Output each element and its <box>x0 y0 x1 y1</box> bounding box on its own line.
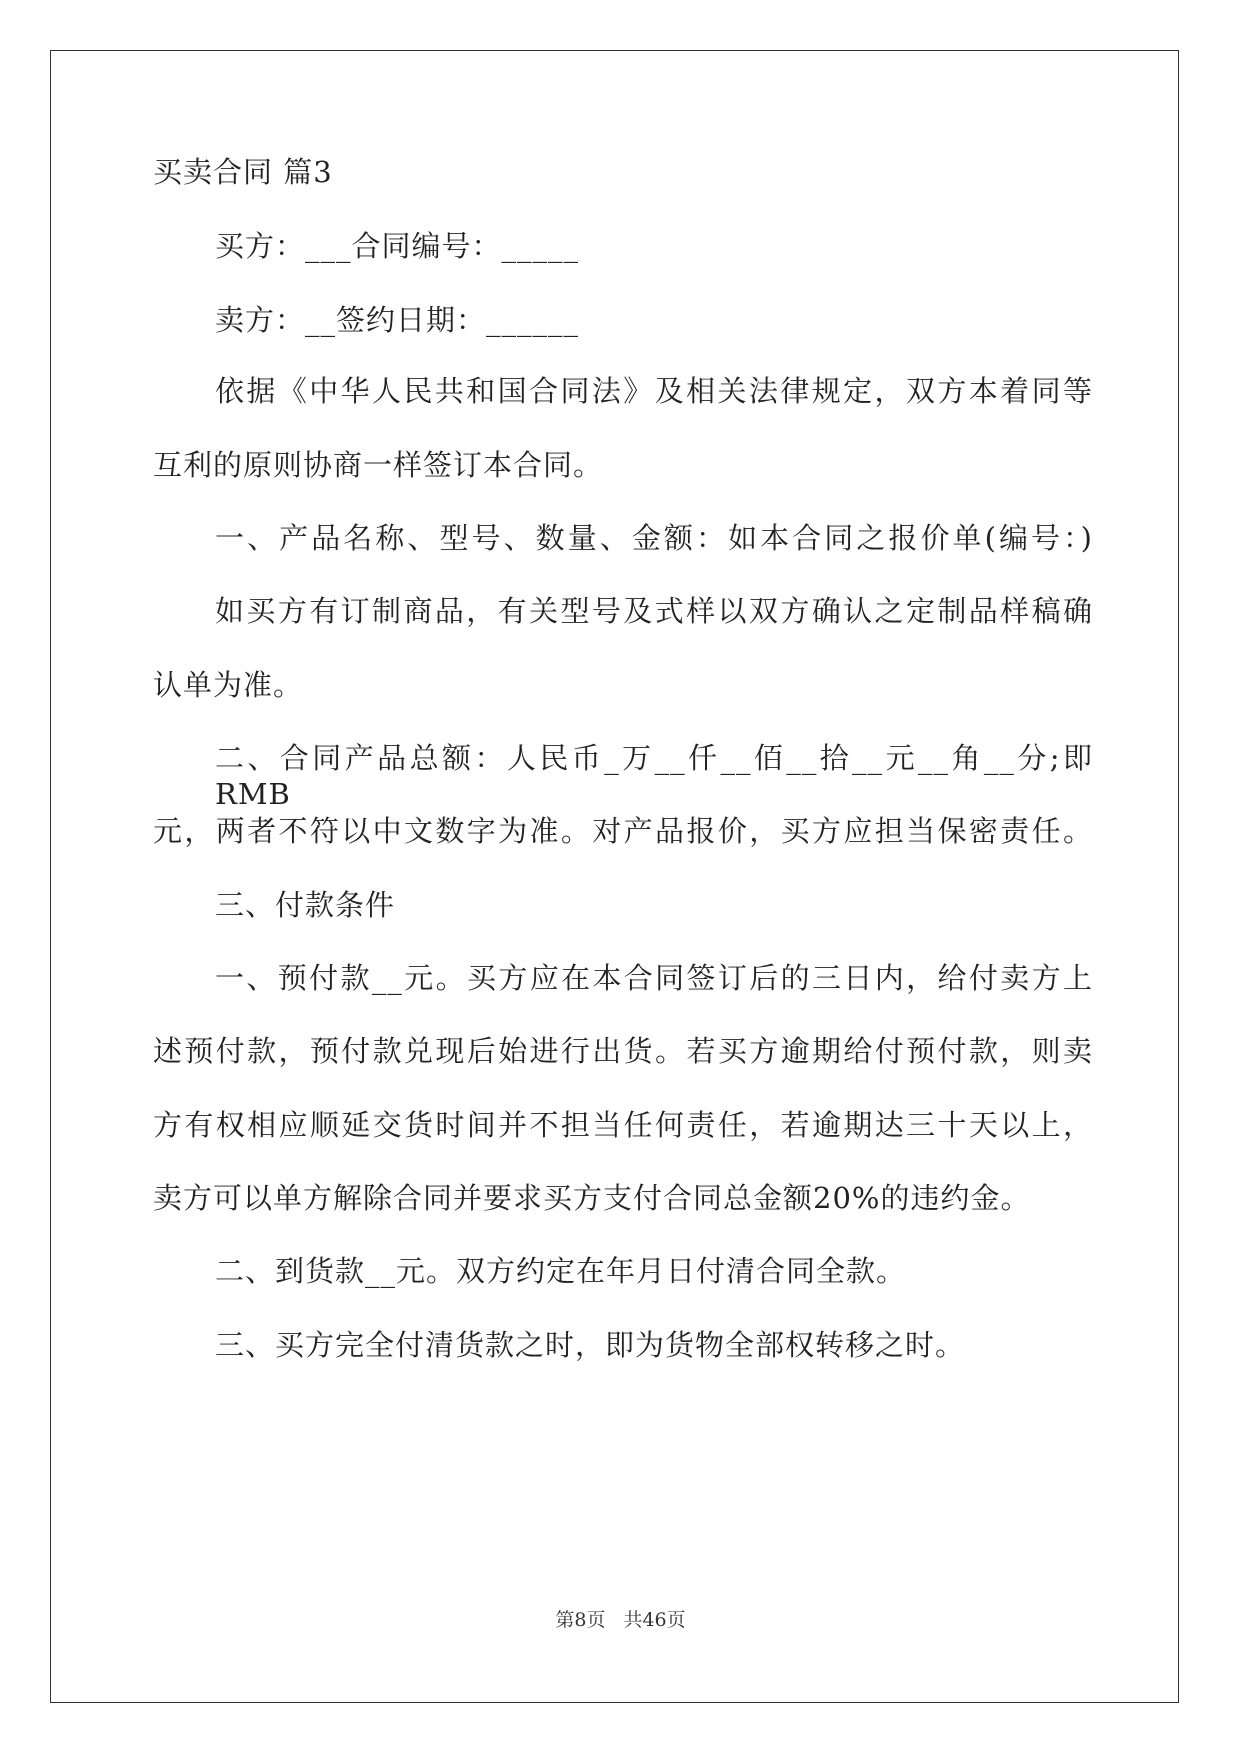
page-total: 共46页 <box>623 1609 686 1631</box>
clause-line: 一、产品名称、型号、数量、金额：如本合同之报价单(编号：) <box>215 521 1093 555</box>
paragraph-line: 如买方有订制商品，有关型号及式样以双方确认之定制品样稿确 <box>215 594 1093 628</box>
paragraph-line: 互利的原则协商一样签订本合同。 <box>153 448 604 482</box>
document-title: 买卖合同 篇3 <box>153 155 333 189</box>
paragraph-line: 元，两者不符以中文数字为准。对产品报价，买方应担当保密责任。 <box>153 814 1093 848</box>
clause-line: 三、买方完全付清货款之时，即为货物全部权转移之时。 <box>215 1328 966 1362</box>
paragraph-line: 依据《中华人民共和国合同法》及相关法律规定，双方本着同等 <box>215 374 1093 408</box>
section-heading: 三、付款条件 <box>215 888 396 922</box>
clause-line: 二、到货款__元。双方约定在年月日付清合同全款。 <box>215 1254 907 1288</box>
page-footer <box>0 1608 1241 1632</box>
seller-line: 卖方：__签约日期：______ <box>215 303 580 337</box>
clause-line: 二、合同产品总额：人民币_万__仟__佰__拾__元__角__分;即RMB <box>215 741 1093 811</box>
page-number: 第8页 <box>555 1609 606 1631</box>
paragraph-line: 认单为准。 <box>153 668 304 702</box>
paragraph-line: 方有权相应顺延交货时间并不担当任何责任，若逾期达三十天以上， <box>153 1108 1093 1142</box>
paragraph-line: 卖方可以单方解除合同并要求买方支付合同总金额20%的违约金。 <box>153 1181 1031 1215</box>
page-border <box>50 50 1179 1703</box>
buyer-line: 买方：___合同编号：_____ <box>215 229 580 263</box>
clause-line: 一、预付款__元。买方应在本合同签订后的三日内，给付卖方上 <box>215 961 1093 995</box>
paragraph-line: 述预付款，预付款兑现后始进行出货。若买方逾期给付预付款，则卖 <box>153 1034 1093 1068</box>
